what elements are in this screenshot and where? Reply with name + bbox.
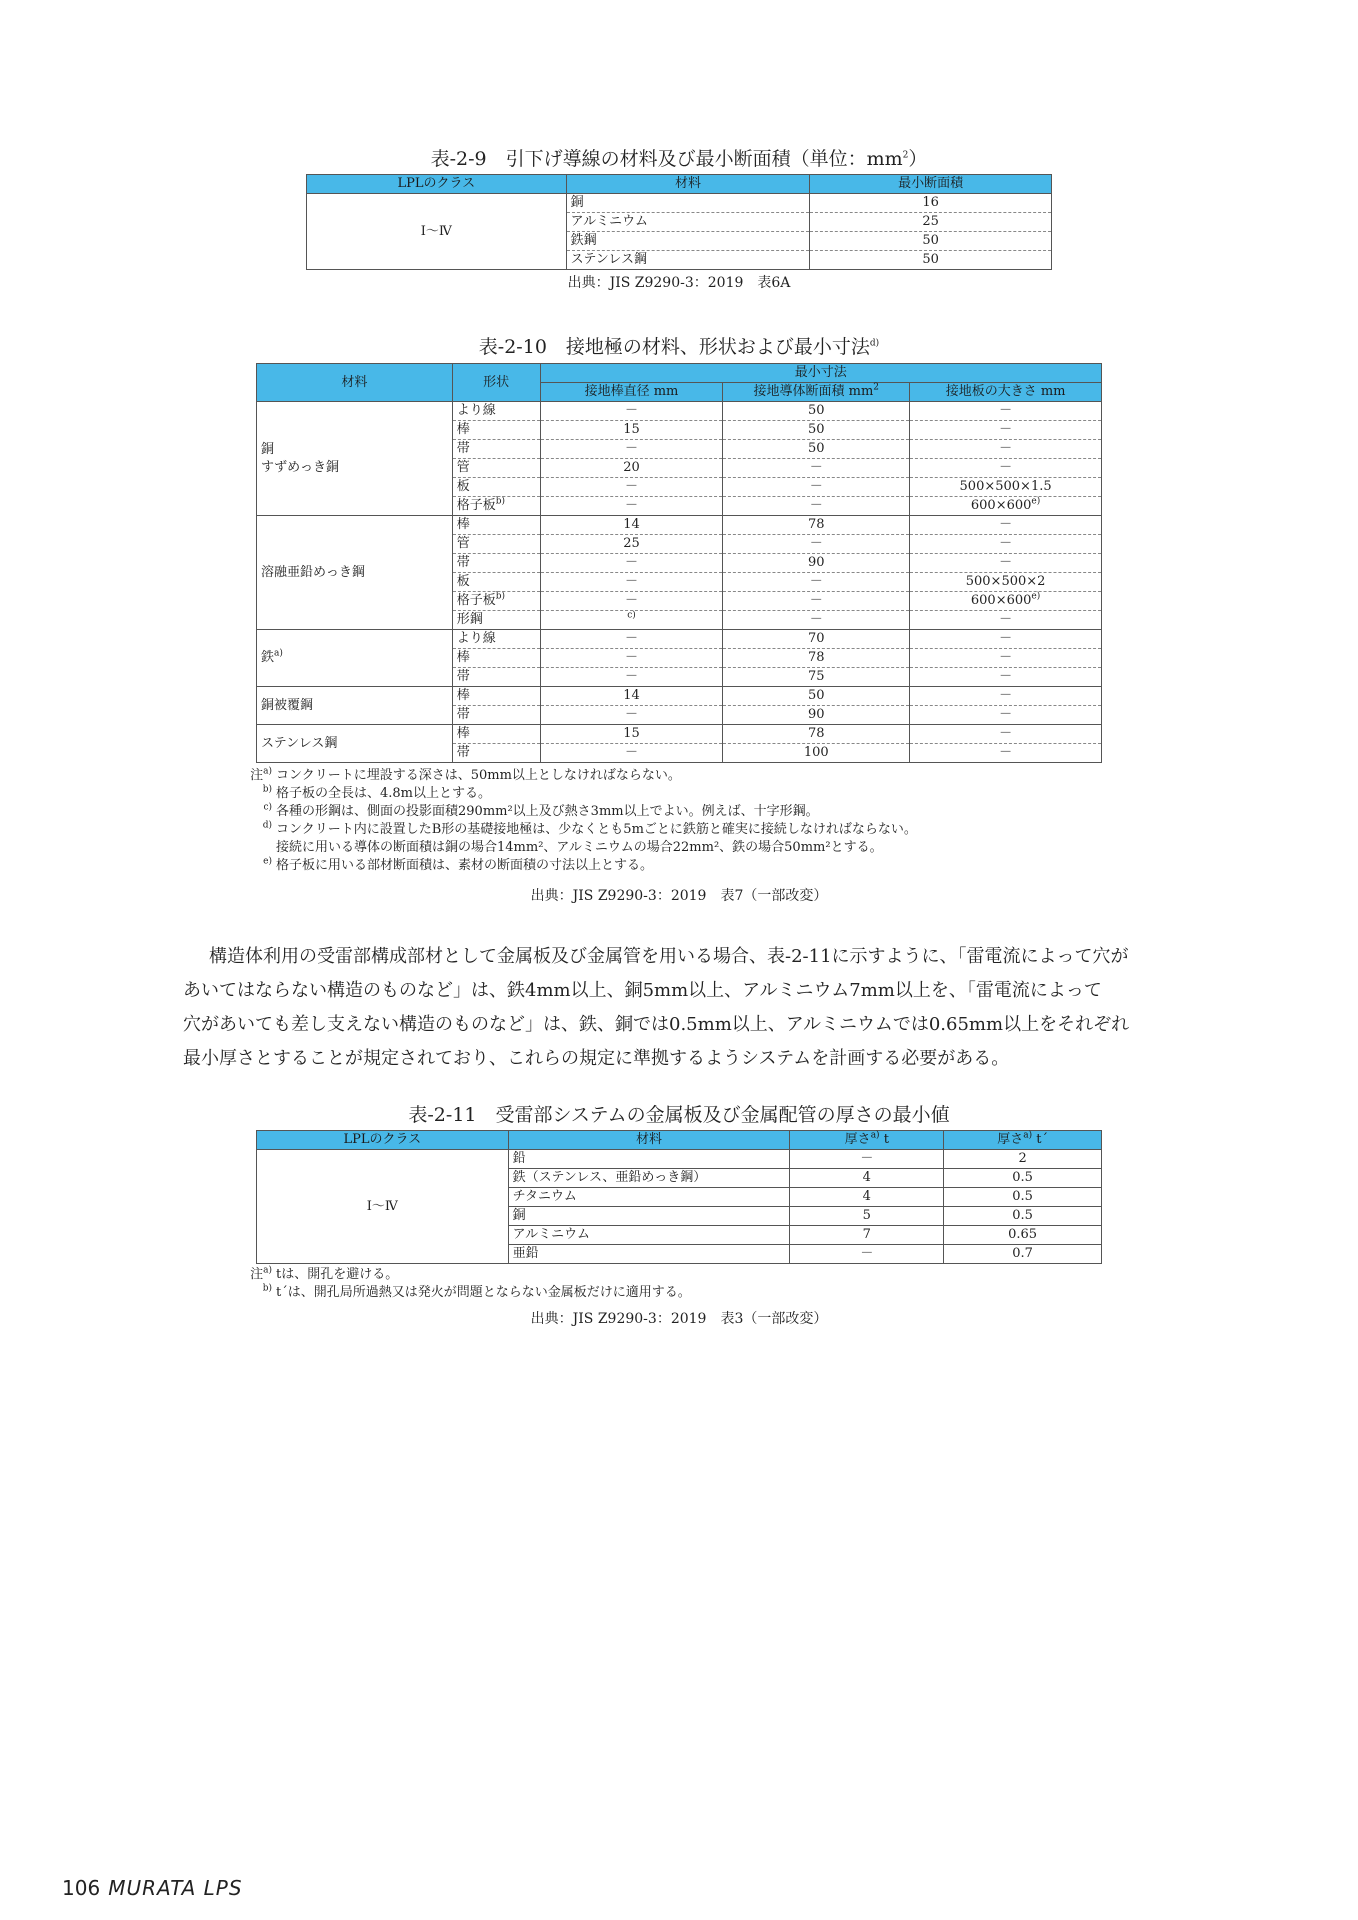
table10-material-text: 銅被覆鋼: [261, 697, 314, 713]
table10-area: 78: [723, 725, 910, 744]
table10-plate-text: －: [999, 536, 1013, 551]
table10-shape-sup: b): [495, 496, 506, 507]
note-marker: [240, 767, 276, 785]
table10-shape-text: 棒: [456, 422, 470, 437]
table10-plate-text: －: [999, 517, 1013, 532]
table10-area: 50: [723, 687, 910, 706]
table11-caption: 表-2-11 受雷部システムの金属板及び金属配管の厚さの最小値: [408, 1104, 950, 1126]
table10-area: 90: [723, 554, 910, 573]
note-mark: c): [263, 802, 272, 813]
table-row: [257, 687, 1102, 706]
table11-t: 4: [790, 1188, 944, 1207]
paragraph-line: あいてはならない構造のものなど」は、鉄4mm以上、銅5mm以上、アルミニウム7mm以上を、「雷電流によって: [183, 980, 1102, 1001]
table11-header-t-text: 厚さ: [844, 1132, 871, 1147]
table11-t2: 0.5: [944, 1188, 1102, 1207]
table10-area: －: [723, 611, 910, 630]
table11-t2: 0.5: [944, 1207, 1102, 1226]
table11-class-cell: Ⅰ～Ⅳ: [257, 1150, 509, 1264]
table10-area: －: [723, 459, 910, 478]
note-item: [240, 785, 917, 803]
table10-shape: [452, 421, 540, 440]
table11-header: [257, 1131, 1102, 1150]
table10-rod: [540, 421, 723, 440]
table10-plate: [910, 573, 1102, 592]
table10-rod-text: －: [624, 593, 638, 608]
table10-shape: [452, 516, 540, 535]
table10-rod-text: －: [624, 403, 638, 418]
table10-shape-text: 棒: [456, 688, 470, 703]
table10-rod: [540, 687, 723, 706]
table10-shape: [452, 478, 540, 497]
table10-plate-text: －: [999, 403, 1013, 418]
table11-t2: 0.5: [944, 1169, 1102, 1188]
table11-t: 4: [790, 1169, 944, 1188]
table10: [256, 363, 1102, 763]
table10-shape-text: より線: [456, 403, 496, 418]
note-marker: [240, 1284, 276, 1302]
table10-rod-text: －: [624, 650, 638, 665]
table11-header-t: [790, 1131, 944, 1150]
table10-plate: [910, 592, 1102, 611]
table10-plate-sup: e): [1031, 591, 1041, 602]
note-item: [240, 803, 917, 821]
table10-caption: [256, 332, 1102, 359]
table10-area: 90: [723, 706, 910, 725]
paragraph-line: 最小厚さとすることが規定されており、これらの規定に準拠するようシステムを計画する必要がある。: [183, 1048, 1010, 1069]
table10-shape-text: 棒: [456, 650, 470, 665]
note-marker: [240, 839, 276, 857]
table10-area: 70: [723, 630, 910, 649]
table-row: [257, 1150, 1102, 1169]
table10-rod-text: －: [624, 574, 638, 589]
table10-shape: [452, 744, 540, 763]
table9-header-area: 最小断面積: [810, 175, 1052, 194]
table9-area: 50: [810, 232, 1052, 251]
table10-shape: [452, 611, 540, 630]
table9: [306, 174, 1052, 270]
note-text: 格子板に用いる部材断面積は、素材の断面積の寸法以上とする。: [276, 858, 654, 873]
table-row: [257, 630, 1102, 649]
note-item: [240, 857, 917, 875]
table10-material-text: 鉄: [261, 650, 275, 665]
table10-shape: [452, 706, 540, 725]
table9-class-cell: Ⅰ～Ⅳ: [307, 194, 567, 270]
table10-plate-text: －: [999, 441, 1013, 456]
table10-plate: [910, 478, 1102, 497]
table10-shape: [452, 725, 540, 744]
table10-shape: [452, 630, 540, 649]
table10-header-conductor-area-sup: 2: [873, 382, 880, 393]
table10-shape-text: 棒: [456, 517, 470, 532]
table10-material-cell: [257, 630, 453, 687]
table10-material-text: ステンレス鋼: [261, 735, 338, 751]
table10-rod: [540, 554, 723, 573]
table10-rod: [540, 668, 723, 687]
table10-shape: [452, 573, 540, 592]
table11-t: －: [790, 1150, 944, 1169]
table11-source: 出典：JIS Z9290-3：2019 表3（一部改変）: [530, 1311, 828, 1327]
table10-shape-text: 管: [456, 460, 470, 475]
table10-shape-text: 帯: [456, 745, 470, 760]
body-paragraph: [183, 940, 1283, 1076]
table10-header-plate-size: 接地板の大きさ mm: [910, 383, 1102, 402]
note-marker: [240, 857, 276, 875]
table11-header-t-sup: a): [870, 1130, 880, 1141]
table10-plate: [910, 497, 1102, 516]
table10-plate: [910, 440, 1102, 459]
table10-plate-text: －: [999, 631, 1013, 646]
table10-material-cell: [257, 687, 453, 725]
table9-area: 16: [810, 194, 1052, 213]
note-mark: b): [262, 1283, 272, 1294]
table10-rod-text: －: [624, 498, 638, 513]
table10-shape-text: 板: [456, 479, 470, 494]
table10-rod-text: －: [624, 707, 638, 722]
table10-rod: [540, 592, 723, 611]
table10-notes: [240, 767, 917, 875]
paragraph-line: 構造体利用の受雷部構成部材として金属板及び金属管を用いる場合、表-2-11に示すように、「雷電流によって穴が: [209, 946, 1129, 967]
note-prefix: 注: [250, 768, 264, 783]
table10-shape-text: 格子板: [456, 593, 496, 608]
table11: [256, 1130, 1102, 1264]
table10-rod: [540, 725, 723, 744]
table10-rod: [540, 649, 723, 668]
table10-header-top: [257, 364, 1102, 383]
table9-area: 50: [810, 251, 1052, 270]
note-marker: [240, 803, 276, 821]
table10-shape-text: 帯: [456, 707, 470, 722]
table9-source: 出典：JIS Z9290-3：2019 表6A: [567, 275, 791, 291]
table10-plate-text: －: [999, 707, 1013, 722]
note-text: 各種の形鋼は、側面の投影面積290mm²以上及び熱さ3mm以上でよい。例えば、十字形鋼。: [276, 804, 819, 819]
table10-area: 100: [723, 744, 910, 763]
table11-t: 7: [790, 1226, 944, 1245]
table10-plate: [910, 744, 1102, 763]
table9-material: 鉄鋼: [566, 232, 810, 251]
table10-material-text: すずめっき銅: [261, 459, 340, 475]
table10-shape: [452, 649, 540, 668]
table10-plate-text: －: [999, 669, 1013, 684]
table11-header-t2-text: 厚さ: [997, 1132, 1024, 1147]
table11-header-t2-sym: t´: [1036, 1132, 1048, 1147]
table10-shape: [452, 687, 540, 706]
table10-area: 50: [723, 421, 910, 440]
table10-plate-text: 600×600: [970, 593, 1032, 608]
table10-rod-text: 15: [623, 726, 640, 741]
note-text: コンクリート内に設置したB形の基礎接地極は、少なくとも5mごとに鉄筋と確実に接続しなければならない。: [276, 822, 917, 837]
table10-rod-text: －: [624, 479, 638, 494]
table10-shape-text: より線: [456, 631, 496, 646]
table10-rod-text: －: [624, 631, 638, 646]
table10-source: 出典：JIS Z9290-3：2019 表7（一部改変）: [530, 888, 828, 904]
table9-area: 25: [810, 213, 1052, 232]
table11-material: 鉛: [508, 1150, 790, 1169]
table10-rod: [540, 744, 723, 763]
table11-header-t-sym: t: [883, 1132, 889, 1147]
table10-rod: [540, 611, 723, 630]
table10-shape-text: 帯: [456, 441, 470, 456]
table10-plate: [910, 687, 1102, 706]
table10-shape-text: 形鋼: [456, 612, 483, 627]
table-row: [257, 725, 1102, 744]
table10-rod: [540, 497, 723, 516]
table10-plate-text: －: [999, 650, 1013, 665]
table10-plate: [910, 706, 1102, 725]
table10-shape: [452, 592, 540, 611]
table10-area: －: [723, 592, 910, 611]
table10-rod: [540, 478, 723, 497]
table11-material: アルミニウム: [508, 1226, 790, 1245]
table10-header-conductor-area-text: 接地導体断面積 mm: [753, 384, 874, 399]
table10-rod-text: 14: [623, 517, 640, 532]
table10-shape-sup: b): [495, 591, 506, 602]
table10-area: －: [723, 478, 910, 497]
note-marker: [240, 785, 276, 803]
table-row: [257, 402, 1102, 421]
table10-plate: [910, 402, 1102, 421]
table11-t: －: [790, 1245, 944, 1264]
table10-rod-text: －: [624, 441, 638, 456]
table11-header-t2: [944, 1131, 1102, 1150]
table10-plate-text: －: [999, 555, 1013, 570]
table11-t2: 2: [944, 1150, 1102, 1169]
table10-area: 50: [723, 402, 910, 421]
note-marker: [240, 821, 276, 839]
table10-shape-text: 帯: [456, 555, 470, 570]
table10-header-shape: 形状: [452, 364, 540, 402]
table10-rod-text: －: [624, 555, 638, 570]
table11-t2: 0.7: [944, 1245, 1102, 1264]
table10-rod-text: －: [624, 669, 638, 684]
table10-area: 75: [723, 668, 910, 687]
table9-caption: [306, 144, 1052, 171]
note-text: 接続に用いる導体の断面積は銅の場合14mm²、アルミニウムの場合22mm²、鉄の場合50mm²とする。: [276, 840, 883, 855]
table10-plate: [910, 725, 1102, 744]
note-prefix: 注: [250, 1267, 264, 1282]
table10-shape: [452, 668, 540, 687]
note-item: [240, 1266, 691, 1284]
table10-plate: [910, 554, 1102, 573]
table11-t: 5: [790, 1207, 944, 1226]
note-mark: e): [263, 856, 272, 867]
table10-shape-text: 帯: [456, 669, 470, 684]
table10-area: －: [723, 497, 910, 516]
table10-plate-text: －: [999, 745, 1013, 760]
table10-plate: [910, 535, 1102, 554]
table10-material-cell: [257, 516, 453, 630]
table10-shape: [452, 440, 540, 459]
table10-area: －: [723, 535, 910, 554]
table11-notes: [240, 1266, 691, 1302]
table10-shape: [452, 554, 540, 573]
table10-area: 78: [723, 649, 910, 668]
table9-material: ステンレス鋼: [566, 251, 810, 270]
table10-caption-main: 表-2-10 接地極の材料、形状および最小寸法: [478, 336, 870, 358]
table-row: [307, 194, 1052, 213]
table10-plate: [910, 649, 1102, 668]
table10-rod-text: －: [624, 745, 638, 760]
brand-name: MURATA LPS: [108, 1876, 243, 1900]
table9-header: [307, 175, 1052, 194]
table10-rod-text: 15: [623, 422, 640, 437]
note-text: tは、開孔を避ける。: [276, 1267, 399, 1282]
table10-rod: [540, 573, 723, 592]
page-footer: [62, 1876, 243, 1900]
table10-rod: [540, 402, 723, 421]
table10-rod: [540, 706, 723, 725]
table10-material-text: 溶融亜鉛めっき鋼: [261, 564, 365, 580]
table10-rod-text: 20: [623, 460, 640, 475]
table9-material: アルミニウム: [566, 213, 810, 232]
table10-shape-text: 板: [456, 574, 470, 589]
note-mark: d): [262, 820, 272, 831]
note-item: [240, 821, 917, 839]
table10-shape: [452, 497, 540, 516]
table10-plate: [910, 630, 1102, 649]
table10-area: 50: [723, 440, 910, 459]
table10-plate-text: －: [999, 688, 1013, 703]
table10-area: 78: [723, 516, 910, 535]
table10-body: [257, 402, 1102, 763]
table10-rod-text: 14: [623, 688, 640, 703]
note-mark: a): [263, 766, 272, 777]
table10-caption-sup: d): [869, 338, 880, 349]
table10-material-sup: a): [274, 648, 283, 659]
table10-material-text: 銅: [261, 441, 275, 457]
table10-rod: [540, 535, 723, 554]
note-item: [240, 1284, 691, 1302]
table10-shape-text: 棒: [456, 726, 470, 741]
note-marker: [240, 1266, 276, 1284]
table10-rod: [540, 459, 723, 478]
table10-shape: [452, 535, 540, 554]
table11-material: チタニウム: [508, 1188, 790, 1207]
table10-header-rod-dia: 接地棒直径 mm: [540, 383, 723, 402]
table10-plate-text: －: [999, 422, 1013, 437]
note-mark: b): [262, 784, 272, 795]
table10-area: －: [723, 573, 910, 592]
table9-header-class: LPLのクラス: [307, 175, 567, 194]
table10-plate-text: －: [999, 726, 1013, 741]
table-row: [257, 516, 1102, 535]
table10-plate: [910, 668, 1102, 687]
note-item: [240, 839, 917, 857]
table10-header-min: 最小寸法: [540, 364, 1101, 383]
table10-shape-text: 管: [456, 536, 470, 551]
table10-shape: [452, 402, 540, 421]
note-text: コンクリートに埋設する深さは、50mm以上としなければならない。: [276, 768, 681, 783]
table10-plate-sup: e): [1031, 496, 1041, 507]
table9-caption-sup: 2: [902, 150, 909, 161]
table10-plate-text: －: [999, 460, 1013, 475]
table10-plate-text: 500×500×2: [965, 574, 1046, 589]
table11-header-t2-sup: a): [1023, 1130, 1033, 1141]
table11-t2: 0.65: [944, 1226, 1102, 1245]
table9-caption-main: 表-2-9 引下げ導線の材料及び最小断面積（単位：mm: [430, 148, 903, 170]
table10-shape-text: 格子板: [456, 498, 496, 513]
table9-material: 銅: [566, 194, 810, 213]
table11-material: 鉄（ステンレス、亜鉛めっき鋼）: [508, 1169, 790, 1188]
table10-plate-text: 500×500×1.5: [959, 479, 1052, 494]
note-text: 格子板の全長は、4.8m以上とする。: [276, 786, 492, 801]
table9-caption-end: ）: [908, 148, 928, 170]
table10-rod: [540, 516, 723, 535]
table10-material-cell: [257, 402, 453, 516]
table10-rod-text: 25: [623, 536, 640, 551]
table11-header-class: LPLのクラス: [257, 1131, 509, 1150]
table10-plate-text: 600×600: [970, 498, 1032, 513]
table10-rod: [540, 440, 723, 459]
table10-plate: [910, 611, 1102, 630]
paragraph-line: 穴があいても差し支えない構造のものなど」は、鉄、銅では0.5mm以上、アルミニウムでは0.65mm以上をそれぞれ: [183, 1014, 1130, 1035]
table11-header-material: 材料: [508, 1131, 790, 1150]
page-number: 106: [62, 1876, 101, 1900]
table10-rod: [540, 630, 723, 649]
table10-plate: [910, 459, 1102, 478]
note-item: [240, 767, 917, 785]
table10-shape: [452, 459, 540, 478]
table11-material: 銅: [508, 1207, 790, 1226]
table10-plate-text: －: [999, 612, 1013, 627]
table10-header-material: 材料: [257, 364, 453, 402]
note-mark: a): [263, 1265, 272, 1276]
table10-header-conductor-area: [723, 383, 910, 402]
table10-plate: [910, 516, 1102, 535]
table10-material-cell: [257, 725, 453, 763]
note-text: t´は、開孔局所過熱又は発火が問題とならない金属板だけに適用する。: [276, 1285, 691, 1300]
table10-plate: [910, 421, 1102, 440]
table11-material: 亜鉛: [508, 1245, 790, 1264]
table10-rod-sup: c): [627, 610, 636, 621]
table9-header-material: 材料: [566, 175, 810, 194]
